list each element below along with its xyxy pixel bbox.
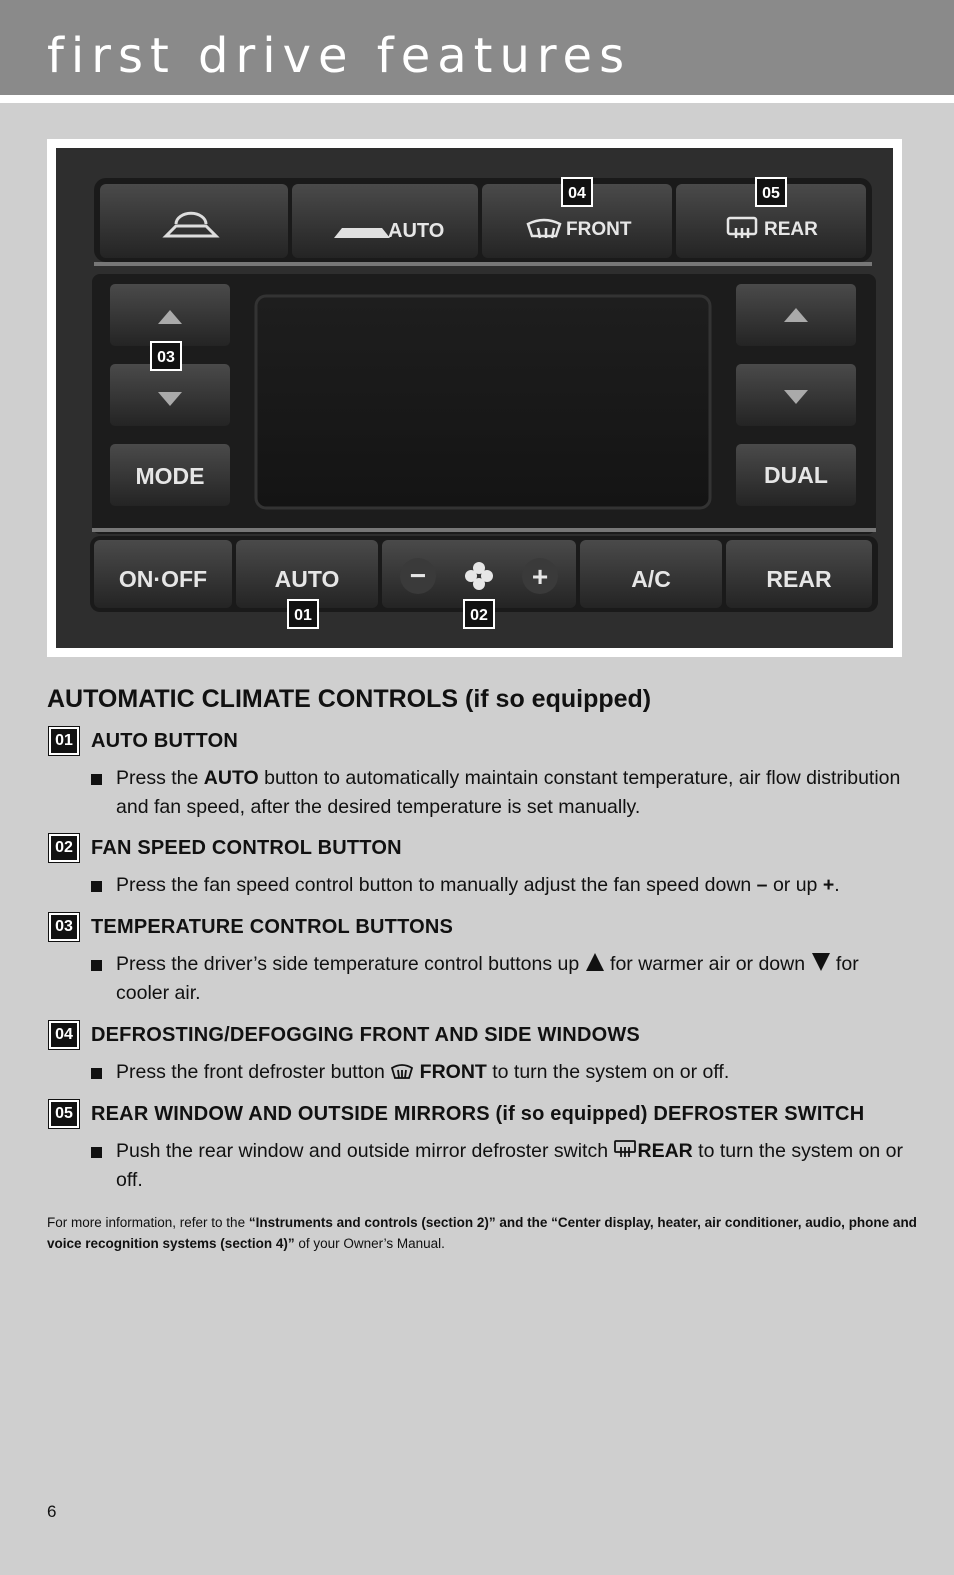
text-segment: button to automatically maintain constant temperature, air flow distribution and fan speed, after the desired temperature is set manually. xyxy=(116,767,901,818)
rear-button xyxy=(726,540,872,608)
front-defrost-icon xyxy=(390,1062,414,1080)
callout-03-label: 03 xyxy=(157,349,175,366)
text-segment: Press the fan speed control button to manually adjust the fan speed down xyxy=(116,874,757,896)
ac-button xyxy=(580,540,722,608)
rear-label: REAR xyxy=(766,566,832,592)
bullet-square-icon xyxy=(91,881,102,892)
fan-plus-label: + xyxy=(531,561,549,592)
item-description xyxy=(47,871,907,900)
climate-display-screen xyxy=(256,296,710,508)
section-title: AUTOMATIC CLIMATE CONTROLS (if so equipped) xyxy=(47,685,652,713)
footnote xyxy=(47,1212,917,1254)
triangle-up-icon xyxy=(585,952,605,972)
header-divider xyxy=(0,95,954,103)
top-button-front-label: FRONT xyxy=(566,219,632,240)
top-button-auto-recirc xyxy=(292,184,478,258)
text-segment: for warmer air or down xyxy=(604,953,811,975)
fan-minus-label: − xyxy=(409,560,427,591)
left-temp-up-button xyxy=(110,284,230,346)
text-segment: Press the driver’s side temperature control buttons up xyxy=(116,953,585,975)
top-button-auto-label: AUTO xyxy=(388,220,445,242)
item-title: DEFROSTING/DEFOGGING FRONT AND SIDE WINDOWS xyxy=(91,1023,640,1046)
auto-label: AUTO xyxy=(274,566,340,592)
callout-02 xyxy=(464,600,494,628)
callout-05-label: 05 xyxy=(762,185,780,202)
callout-01 xyxy=(288,600,318,628)
bold-segment: – xyxy=(756,874,768,896)
text-segment: to turn the system on or off. xyxy=(116,1140,904,1191)
callout-05 xyxy=(756,178,786,206)
item-fan-speed xyxy=(47,833,907,900)
top-button-rear-label: REAR xyxy=(764,219,818,240)
bold-segment: “Instruments and controls (section 2)” and the “Center display, heater, air conditioner, audio, phone and voice recognition systems (section 4)” xyxy=(47,1215,917,1251)
text-segment: Push the rear window and outside mirror defroster switch xyxy=(116,1140,614,1162)
item-description xyxy=(47,764,907,822)
bold-segment: FRONT xyxy=(419,1061,487,1083)
dual-button xyxy=(736,444,856,506)
right-temp-up-button xyxy=(736,284,856,346)
item-number-badge: 04 xyxy=(49,1021,79,1049)
item-front-defrost xyxy=(47,1020,907,1087)
callout-03 xyxy=(151,342,181,370)
callout-04-label: 04 xyxy=(568,185,586,202)
climate-panel-photo xyxy=(56,148,893,648)
item-title: AUTO BUTTON xyxy=(91,729,239,752)
item-description xyxy=(47,1137,907,1195)
item-title: TEMPERATURE CONTROL BUTTONS xyxy=(91,915,454,938)
fan-speed-button xyxy=(382,540,576,608)
text-segment: or up xyxy=(767,874,823,896)
item-number-badge: 03 xyxy=(49,913,79,941)
text-segment: Press the front defroster button xyxy=(116,1061,391,1083)
item-temperature xyxy=(47,912,907,1008)
on-off-button xyxy=(94,540,232,608)
bold-segment: AUTO xyxy=(203,767,259,789)
item-description xyxy=(47,1058,907,1087)
bullet-square-icon xyxy=(91,774,102,785)
ac-label: A/C xyxy=(631,566,671,592)
item-rear-defrost xyxy=(47,1099,907,1195)
top-button-recirculation xyxy=(100,184,288,258)
on-off-label: ON·OFF xyxy=(118,566,208,592)
item-number-badge: 05 xyxy=(49,1100,79,1128)
bullet-square-icon xyxy=(91,1147,102,1158)
page-number: 6 xyxy=(47,1502,57,1521)
text-segment: of your Owner’s Manual. xyxy=(294,1236,445,1251)
climate-panel-photo-frame xyxy=(47,139,902,657)
item-auto-button xyxy=(47,726,907,822)
bullet-square-icon xyxy=(91,1068,102,1079)
text-segment: Press the xyxy=(116,767,204,789)
text-segment: to turn the system on or off. xyxy=(486,1061,730,1083)
item-title: REAR WINDOW AND OUTSIDE MIRRORS (if so equipped) DEFROSTER SWITCH xyxy=(91,1102,865,1125)
text-segment: . xyxy=(834,874,840,896)
triangle-down-icon xyxy=(811,952,831,972)
callout-02-label: 02 xyxy=(470,607,488,624)
item-number-badge: 01 xyxy=(49,727,79,755)
bold-segment: + xyxy=(822,874,835,896)
right-temp-down-button xyxy=(736,364,856,426)
callout-01-label: 01 xyxy=(294,607,312,624)
dual-button-label: DUAL xyxy=(764,462,828,488)
climate-panel-illustration xyxy=(56,148,893,648)
text-segment: for cooler air. xyxy=(116,953,859,1004)
item-number-badge: 02 xyxy=(49,834,79,862)
header-bar xyxy=(0,0,954,95)
item-description xyxy=(47,950,907,1008)
page-title: first drive features xyxy=(47,28,632,84)
mode-button xyxy=(110,444,230,506)
car-recirculation-icon xyxy=(334,228,390,238)
rear-defrost-icon xyxy=(613,1139,637,1159)
callout-04 xyxy=(562,178,592,206)
mode-button-label: MODE xyxy=(135,463,205,489)
text-segment: For more information, refer to the xyxy=(47,1215,249,1230)
auto-button xyxy=(236,540,378,608)
bold-segment: REAR xyxy=(637,1140,693,1162)
left-temp-down-button xyxy=(110,364,230,426)
bullet-square-icon xyxy=(91,960,102,971)
item-title: FAN SPEED CONTROL BUTTON xyxy=(91,836,402,859)
